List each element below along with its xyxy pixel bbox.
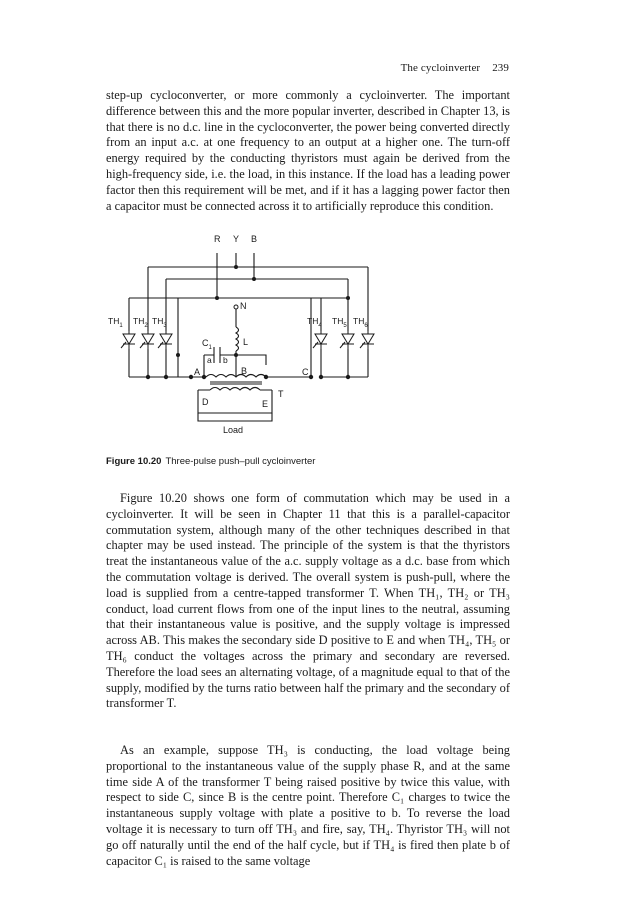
node-b-label: B — [241, 366, 248, 376]
thyristor-label-6: $TH_6$ — [353, 316, 368, 329]
thyristor-6-symbol — [360, 328, 374, 350]
thyristor-label-2: $TH_2$ — [133, 316, 148, 329]
inductor-label: L — [243, 337, 249, 347]
node-d-label: D — [202, 397, 209, 407]
thyristor-label-5: $TH_5$ — [332, 316, 347, 329]
caption-text: Three-pulse push–pull cycloinverter — [165, 456, 316, 467]
neutral-label: N — [240, 301, 247, 311]
thyristor-1-symbol — [121, 328, 135, 350]
thyristor-3-symbol — [158, 328, 172, 350]
circuit-diagram — [106, 225, 510, 450]
plate-a-label: a — [207, 355, 212, 365]
phase-label-y: Y — [233, 234, 240, 244]
running-title: The cycloinverter — [400, 62, 481, 74]
paragraph-1: step-up cycloconverter, or more commonly a cycloinverter. The important difference between this and the more popular inverter, described in Chapter 13, is that there is no d.c. line in the cycloconverter, the power being converted directly from an input a.c. at one frequency to an output at a higher one. The turn-off energy required by the conducting thyristors must again be derived from the high-frequency side, i.e. the load, in this instance. If the load has a leading power factor then this requirement will be met, and if it has a lagging power factor then a capacitor must be connected across it to artificially reproduce this condition. — [106, 88, 510, 213]
thyristor-label-4: $TH_4$ — [307, 316, 322, 329]
node-e-label: E — [262, 399, 269, 409]
phase-label-r: R — [214, 234, 221, 244]
circuit-figure — [106, 225, 510, 450]
thyristor-2-symbol — [140, 328, 154, 350]
thyristor-label-1: $TH_1$ — [108, 316, 123, 329]
node-c-label: C — [302, 367, 309, 377]
paragraph-2: Figure 10.20 shows one form of commutation which may be used in a cycloinverter. It will be seen in Chapter 11 that this is a parallel-capacitor commutation system, although many of the other techniques described in that chapter may be used instead. The principle of the system is that the thyristors treat the instantaneous value of the a.c. supply voltage as a d.c. base from which the commutation voltage is derived. The overall system is push-pull, where the load is supplied from a centre-tapped transformer T. When TH₁, TH₂ or TH₃ conduct, load current flows from one of the input lines to the neutral, assuming that their instantaneous value is positive, and the supply voltage is impressed across AB. This makes the secondary side D positive to E and when TH₄, TH₅ or TH₆ conduct the voltages across the primary and secondary are reversed. Therefore the load sees an alternating voltage, of a magnitude equal to that of the supply, modified by the turns ratio between half the primary and the secondary of transformer T. — [106, 491, 510, 711]
capacitor-label: $C_1$ — [202, 338, 212, 351]
caption-label: Figure 10.20 — [106, 456, 162, 467]
load-label: Load — [223, 425, 244, 435]
phase-label-b: B — [251, 234, 258, 244]
figure-caption — [106, 456, 315, 467]
node-a-label: A — [194, 367, 201, 377]
thyristor-4-symbol — [313, 328, 327, 350]
thyristor-label-3: $TH_3$ — [152, 316, 167, 329]
page-number: 239 — [492, 62, 509, 74]
transformer-label: T — [278, 389, 284, 399]
paragraph-3: As an example, suppose TH₃ is conducting, the load voltage being proportional to the instantaneous value of the supply phase R, and at the same time side A of the transformer T being raised positive by twice this value, with respect to side C, since B is the centre point. Therefore C₁ charges to twice the instantaneous supply voltage with plate a positive to b. To reverse the load voltage it is necessary to turn off TH₃ and fire, say, TH₄. Thyristor TH₃ will not go off naturally until the end of the half cycle, but if TH₄ is fired then plate b of capacitor C₁ is raised to the same voltage — [106, 743, 510, 868]
thyristor-5-symbol — [340, 328, 354, 350]
running-header — [401, 62, 509, 74]
plate-b-label: b — [223, 355, 228, 365]
